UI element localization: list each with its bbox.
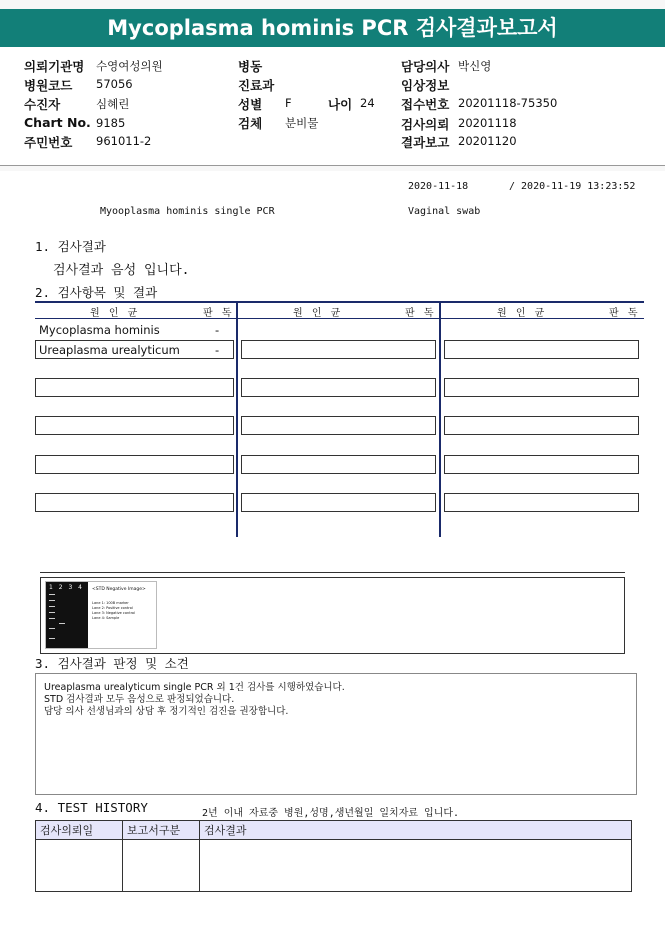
value-age: 24 xyxy=(360,96,375,110)
result-cell xyxy=(241,493,436,512)
label-chart-no: Chart No. xyxy=(24,115,91,130)
result-cell xyxy=(444,378,639,397)
label-request-date: 검사의뢰 xyxy=(401,117,450,132)
label-report-date: 결과보고 xyxy=(401,135,450,150)
label-institution: 의뢰기관명 xyxy=(24,59,85,74)
value-doctor: 박신영 xyxy=(458,59,492,73)
label-sex: 성별 xyxy=(238,97,263,112)
value-institution: 수영여성의원 xyxy=(96,59,163,73)
gel-title: <STD Negative Image> xyxy=(92,587,146,592)
result-cell xyxy=(241,416,436,435)
label-patient: 수진자 xyxy=(24,97,61,112)
col3-organism-header: 원 인 균 xyxy=(497,308,548,319)
result-cell xyxy=(241,378,436,397)
history-cell xyxy=(36,840,123,892)
meta-test-name: Myooplasma hominis single PCR xyxy=(100,206,275,217)
history-header-row xyxy=(36,821,632,840)
result-cell xyxy=(241,340,436,359)
label-ward: 병동 xyxy=(238,59,263,74)
meta-date1: 2020-11-18 xyxy=(408,181,469,192)
meta-date2: / 2020-11-19 13:23:52 xyxy=(509,181,636,192)
label-hospital-code: 병원코드 xyxy=(24,78,73,93)
gel-legend-3: Lane 3: Negative control xyxy=(92,611,136,615)
gel-top-rule xyxy=(40,572,625,573)
gel-legend-1: Lane 1: 100B marker xyxy=(92,601,129,605)
history-cell xyxy=(200,840,632,892)
value-sex: F xyxy=(285,96,292,110)
label-receipt-no: 접수번호 xyxy=(401,97,450,112)
history-col-result: 검사결과 xyxy=(200,821,632,840)
col1-judge-header: 판 독 xyxy=(203,308,235,319)
value-hospital-code: 57056 xyxy=(96,77,133,91)
result-cell xyxy=(444,493,639,512)
opinion-line-1: Ureaplasma urealyticum single PCR 외 1건 검사를 시행하였습니다. xyxy=(44,682,345,693)
history-col-report-type: 보고서구분 xyxy=(123,821,200,840)
result-cell xyxy=(444,416,639,435)
result-organism-2: Ureaplasma urealyticum xyxy=(39,343,180,357)
result-cell xyxy=(444,340,639,359)
history-cell xyxy=(123,840,200,892)
section-2-heading: 2. 검사항목 및 결과 xyxy=(35,285,158,300)
section-4-heading: 4. TEST HISTORY xyxy=(35,800,148,815)
gel-legend-4: Lane 4: Sample xyxy=(92,616,120,620)
value-report-date: 20201120 xyxy=(458,134,517,148)
value-request-date: 20201118 xyxy=(458,116,517,130)
section-1-heading: 1. 검사결과 xyxy=(35,239,106,254)
gel-figure xyxy=(45,581,157,649)
gel-lane-numbers: 1 2 3 4 xyxy=(49,584,84,591)
meta-specimen: Vaginal swab xyxy=(408,206,481,217)
gel-legend-2: Lane 2: Positive control xyxy=(92,606,133,610)
label-clinical-info: 임상정보 xyxy=(401,78,450,93)
col2-judge-header: 판 독 xyxy=(405,308,437,319)
result-cell xyxy=(35,493,234,512)
history-note: 2년 이내 자료중 병원,성명,생년월일 일치자료 입니다. xyxy=(202,808,460,819)
label-department: 진료과 xyxy=(238,78,275,93)
label-age: 나이 xyxy=(328,97,353,112)
value-resident-no: 961011-2 xyxy=(96,134,152,148)
history-table xyxy=(35,820,632,892)
gel-photo xyxy=(46,582,88,648)
column-divider-1 xyxy=(236,301,238,537)
result-cell xyxy=(444,455,639,474)
section-3-heading: 3. 검사결과 판정 및 소견 xyxy=(35,656,189,671)
result-cell xyxy=(35,416,234,435)
value-patient: 심혜린 xyxy=(96,97,130,111)
col1-organism-header: 원 인 균 xyxy=(90,308,141,319)
value-receipt-no: 20201118-75350 xyxy=(458,96,558,110)
result-value-1: - xyxy=(215,323,220,337)
value-chart-no: 9185 xyxy=(96,116,126,130)
result-value-2: - xyxy=(215,343,220,357)
result-cell xyxy=(35,378,234,397)
label-doctor: 담당의사 xyxy=(401,59,450,74)
label-resident-no: 주민번호 xyxy=(24,135,73,150)
history-col-request-date: 검사의뢰일 xyxy=(36,821,123,840)
table-row xyxy=(36,840,632,892)
col2-organism-header: 원 인 균 xyxy=(293,308,344,319)
result-cell xyxy=(241,455,436,474)
result-organism-1: Mycoplasma hominis xyxy=(39,323,160,337)
results-top-rule xyxy=(35,301,644,303)
opinion-line-2: STD 검사결과 모두 음성으로 판정되었습니다. xyxy=(44,694,235,705)
label-specimen: 검체 xyxy=(238,116,263,131)
report-title: Mycoplasma hominis PCR 검사결과보고서 xyxy=(0,9,665,47)
col3-judge-header: 판 독 xyxy=(609,308,641,319)
column-divider-2 xyxy=(439,301,441,537)
result-cell xyxy=(35,455,234,474)
value-specimen: 분비물 xyxy=(285,116,319,130)
result-summary: 검사결과 음성 입니다. xyxy=(53,263,190,278)
opinion-line-3: 담당 의사 선생님과의 상담 후 정기적인 검진을 권장합니다. xyxy=(44,706,289,717)
